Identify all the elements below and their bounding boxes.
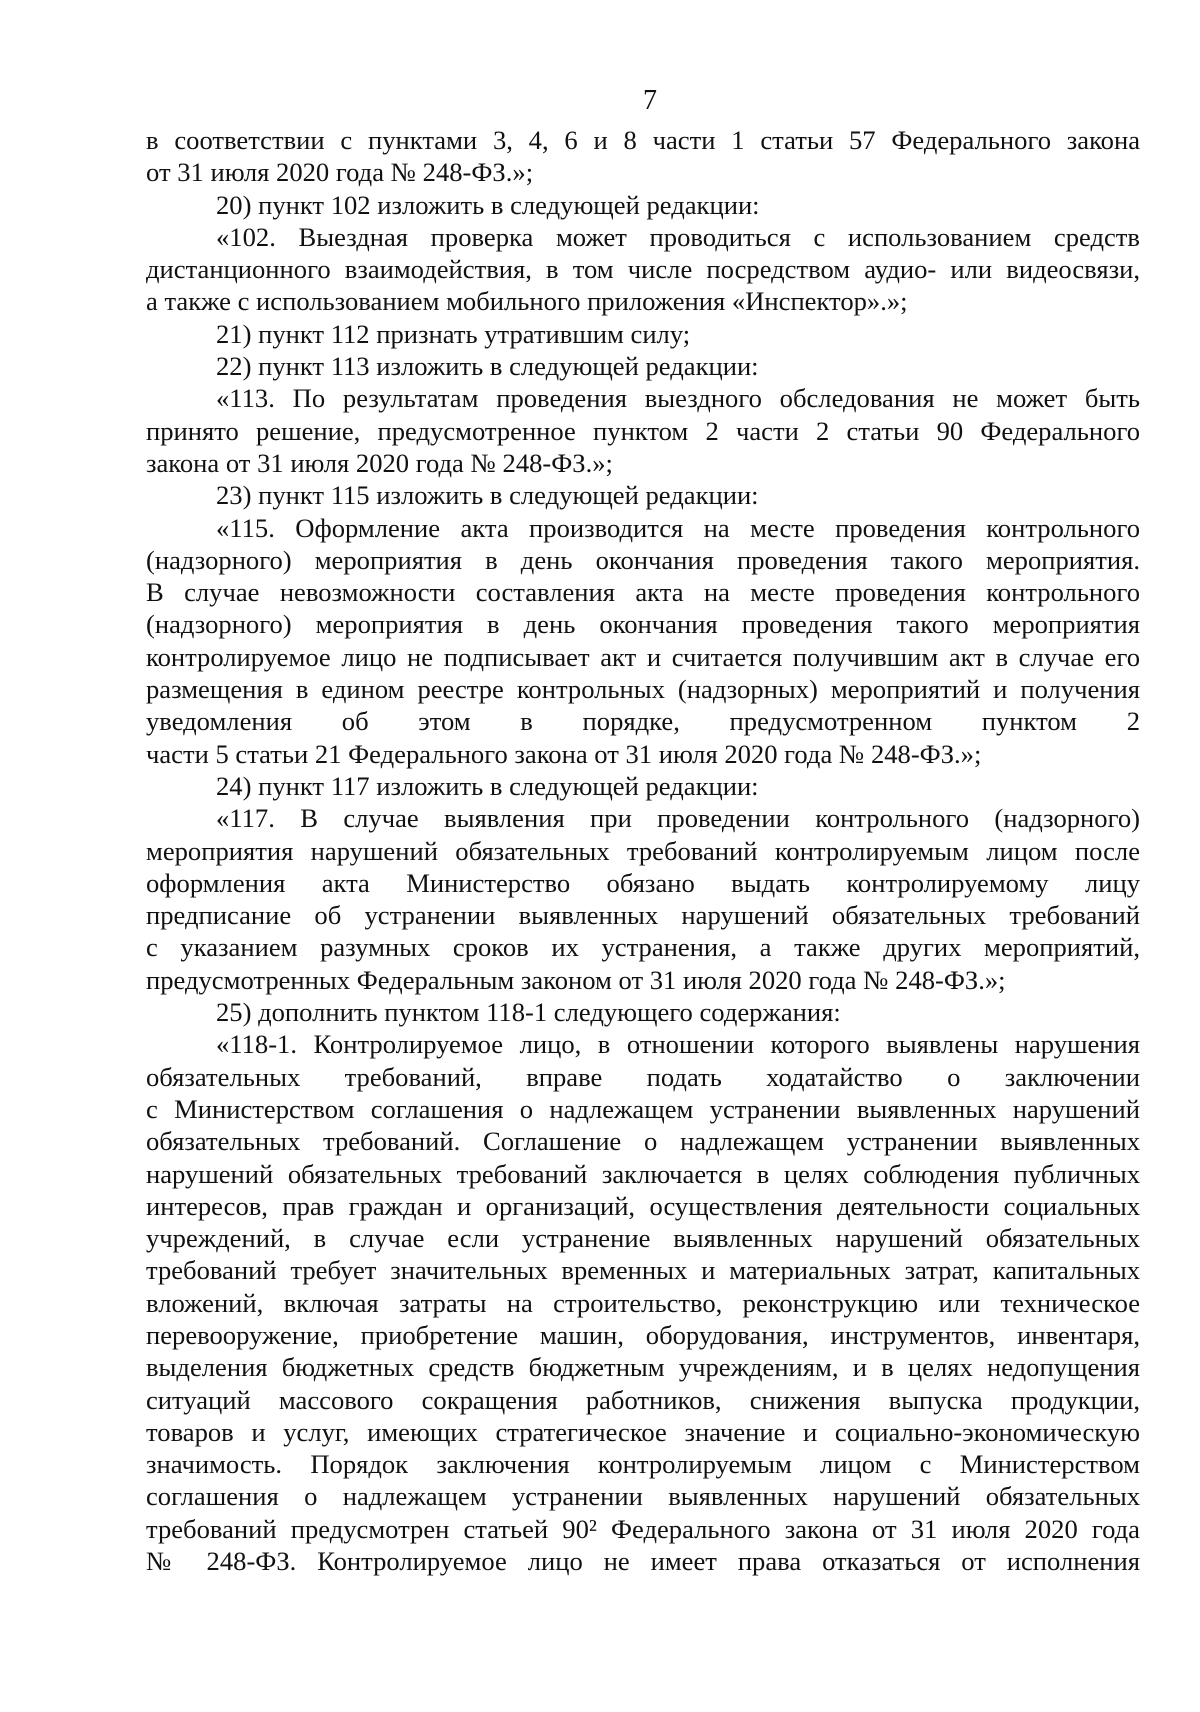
text-line: ситуаций массового сокращения работников, снижения выпуска продукции, xyxy=(146,1384,1140,1415)
text-line: обязательных требований, вправе подать ходатайство о заключении xyxy=(146,1061,1140,1092)
text-line: товаров и услуг, имеющих стратегическое значение и социально-экономическую xyxy=(146,1416,1140,1447)
text-line: с Министерством соглашения о надлежащем устранении выявленных нарушений xyxy=(146,1093,1140,1124)
text-line: 23) пункт 115 изложить в следующей редакции: xyxy=(216,480,759,511)
text-line: В случае невозможности составления акта на месте проведения контрольного xyxy=(146,577,1140,608)
text-line: дистанционного взаимодействия, в том числе посредством аудио- или видеосвязи, xyxy=(146,254,1140,285)
text-line: а также с использованием мобильного приложения «Инспектор».»; xyxy=(146,286,908,317)
text-line: от 31 июля 2020 года № 248-ФЗ.»; xyxy=(146,157,534,188)
text-line: оформления акта Министерство обязано выдать контролируемому лицу xyxy=(146,867,1140,898)
text-line: контролируемое лицо не подписывает акт и считается получившим акт в случае его xyxy=(146,641,1140,672)
text-line: 24) пункт 117 изложить в следующей редакции: xyxy=(216,770,759,801)
text-line: уведомления об этом в порядке, предусмотренном пунктом 2 xyxy=(146,706,1140,737)
text-line: № 248-ФЗ. Контролируемое лицо не имеет права отказаться от исполнения xyxy=(146,1546,1140,1577)
text-line: части 5 статьи 21 Федерального закона от 31 июля 2020 года № 248-ФЗ.»; xyxy=(146,738,982,769)
text-line: 20) пункт 102 изложить в следующей редакции: xyxy=(216,189,760,220)
text-line: закона от 31 июля 2020 года № 248-ФЗ.»; xyxy=(146,447,613,478)
text-line: с указанием разумных сроков их устранения, а также других мероприятий, xyxy=(146,932,1140,963)
text-line: «113. По результатам проведения выездного обследования не может быть xyxy=(216,383,1140,414)
text-line: «102. Выездная проверка может проводиться с использованием средств xyxy=(216,221,1140,252)
text-line: нарушений обязательных требований заключается в целях соблюдения публичных xyxy=(146,1158,1140,1189)
text-line: 22) пункт 113 изложить в следующей редакции: xyxy=(216,351,759,382)
text-line: 21) пункт 112 признать утратившим силу; xyxy=(216,318,691,349)
text-line: учреждений, в случае если устранение выявленных нарушений обязательных xyxy=(146,1223,1140,1254)
document-body xyxy=(146,124,1140,1577)
text-line: предусмотренных Федеральным законом от 31 июля 2020 года № 248-ФЗ.»; xyxy=(146,964,1006,995)
text-line: обязательных требований. Соглашение о надлежащем устранении выявленных xyxy=(146,1126,1140,1157)
text-line: размещения в едином реестре контрольных (надзорных) мероприятий и получения xyxy=(146,674,1140,705)
text-line: мероприятия нарушений обязательных требований контролируемым лицом после xyxy=(146,835,1140,866)
text-line: «115. Оформление акта производится на месте проведения контрольного xyxy=(216,512,1140,543)
text-line: в соответствии с пунктами 3, 4, 6 и 8 части 1 статьи 57 Федерального закона xyxy=(146,125,1140,155)
text-line: требований требует значительных временных и материальных затрат, капитальных xyxy=(146,1255,1140,1286)
page-number: 7 xyxy=(643,85,657,116)
text-line: 25) дополнить пунктом 118-1 следующего содержания: xyxy=(216,997,841,1028)
text-line: выделения бюджетных средств бюджетным учреждениям, и в целях недопущения xyxy=(146,1352,1140,1383)
text-line: соглашения о надлежащем устранении выявленных нарушений обязательных xyxy=(146,1481,1140,1512)
text-line: принято решение, предусмотренное пунктом 2 части 2 статьи 90 Федерального xyxy=(146,415,1140,446)
text-line: интересов, прав граждан и организаций, осуществления деятельности социальных xyxy=(146,1190,1140,1221)
text-line: вложений, включая затраты на строительство, реконструкцию или техническое xyxy=(146,1287,1140,1318)
text-line: (надзорного) мероприятия в день окончания проведения такого мероприятия. xyxy=(146,544,1140,575)
text-line: (надзорного) мероприятия в день окончания проведения такого мероприятия xyxy=(146,609,1140,640)
text-line: значимость. Порядок заключения контролируемым лицом с Министерством xyxy=(146,1449,1140,1480)
text-line: требований предусмотрен статьей 90² Федерального закона от 31 июля 2020 года xyxy=(146,1513,1140,1544)
text-line: «117. В случае выявления при проведении контрольного (надзорного) xyxy=(216,803,1140,834)
text-line: «118-1. Контролируемое лицо, в отношении которого выявлены нарушения xyxy=(216,1029,1140,1060)
text-line: предписание об устранении выявленных нарушений обязательных требований xyxy=(146,900,1140,931)
text-line: перевооружение, приобретение машин, оборудования, инструментов, инвентаря, xyxy=(146,1319,1140,1350)
